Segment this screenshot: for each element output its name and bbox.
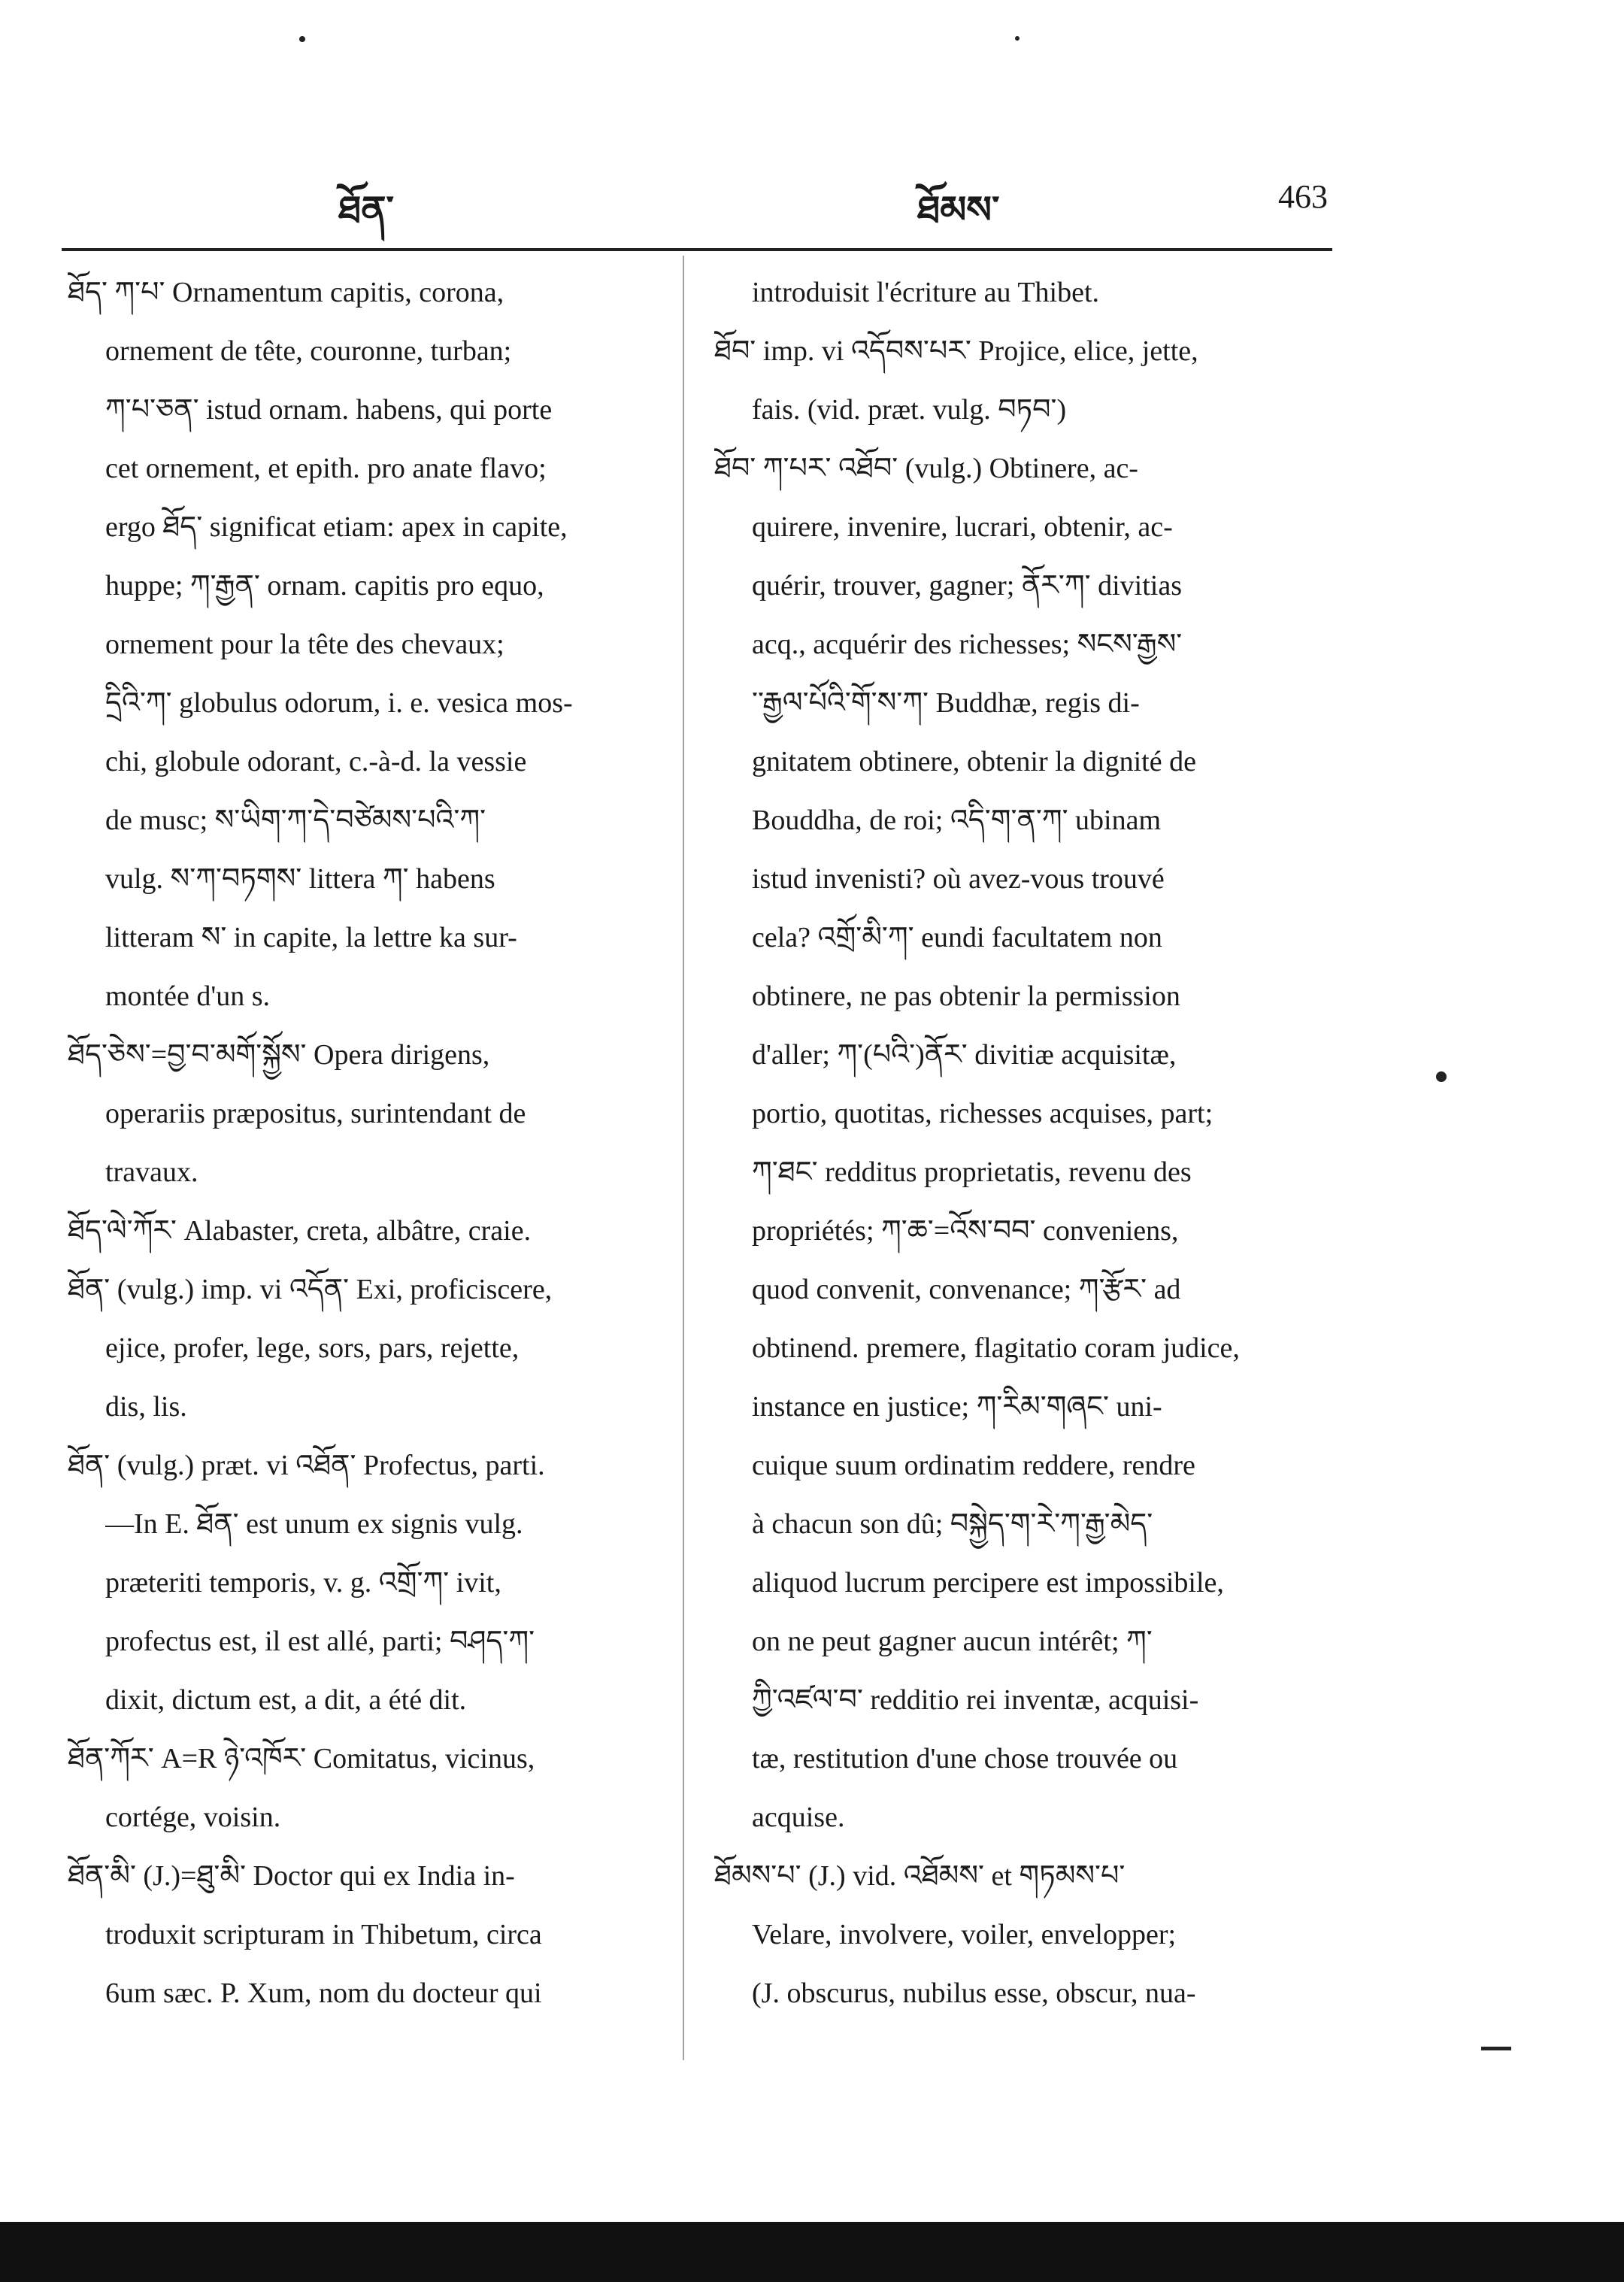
text-line: ornement pour la tête des chevaux; xyxy=(105,629,504,660)
text-line: ཐོམས་པ་ (J.) vid. འཐོམས་ et གཏམས་པ་ xyxy=(714,1860,1126,1892)
text-line: gnitatem obtinere, obtenir la dignité de xyxy=(752,746,1196,777)
scan-bottom-bar xyxy=(0,2222,1624,2282)
text-line: on ne peut gagner aucun intérêt; ཀ་ xyxy=(752,1626,1153,1657)
text-line: ergo ཐོད་ significat etiam: apex in capite, xyxy=(105,511,568,543)
text-line: quod convenit, convenance; ཀ་རྩོར་ ad xyxy=(752,1274,1181,1305)
text-line: ejice, profer, lege, sors, pars, rejette, xyxy=(105,1332,520,1364)
text-line: chi, globule odorant, c.-à-d. la vessie xyxy=(105,746,527,777)
text-line: ཀྱི་འཛལ་བ་ redditio rei inventæ, acquisi- xyxy=(752,1684,1199,1716)
text-line: quérir, trouver, gagner; ནོར་ཀ་ divitias xyxy=(752,570,1182,602)
text-line: Bouddha, de roi; འདི་ག་ན་ཀ་ ubinam xyxy=(752,805,1162,836)
text-line: ornement de tête, couronne, turban; xyxy=(105,335,512,367)
left-headword: ཐོན་ xyxy=(338,188,395,232)
margin-dash xyxy=(1481,2047,1511,2050)
text-line: obtinend. premere, flagitatio coram judice, xyxy=(752,1332,1240,1364)
text-line: profectus est, il est allé, parti; བཤད་ཀ་ xyxy=(105,1626,535,1657)
text-line: cortége, voisin. xyxy=(105,1802,281,1833)
text-line: litteram ས་ in capite, la lettre ka sur- xyxy=(105,922,517,953)
text-line: cet ornement, et epith. pro anate flavo; xyxy=(105,453,547,484)
text-line: cela? འགྲོ་མི་ཀ་ eundi facultatem non xyxy=(752,922,1162,953)
text-line: de musc; ས་ཡིག་ཀ་དེ་བཙེམས་པའི་ཀ་ xyxy=(105,805,486,836)
text-line: acq., acquérir des richesses; སངས་རྒྱས་ xyxy=(752,629,1183,660)
text-line: præteriti temporis, v. g. འགྲོ་ཀ་ ivit, xyxy=(105,1567,501,1599)
text-line: d'aller; ཀ་(པའི་)ནོར་ divitiæ acquisitæ, xyxy=(752,1039,1177,1071)
text-line: montée d'un s. xyxy=(105,980,270,1012)
text-line: huppe; ཀ་རྒྱན་ ornam. capitis pro equo, xyxy=(105,570,544,602)
text-line: (J. obscurus, nubilus esse, obscur, nua- xyxy=(752,1977,1196,2009)
text-line: operariis præpositus, surintendant de xyxy=(105,1098,526,1129)
right-column xyxy=(714,263,1301,2023)
text-line: travaux. xyxy=(105,1156,198,1188)
text-line: Velare, involvere, voiler, envelopper; xyxy=(752,1919,1177,1950)
column-divider xyxy=(683,256,684,2060)
text-line: dis, lis. xyxy=(105,1391,187,1423)
text-line: istud invenisti? où avez-vous trouvé xyxy=(752,863,1165,895)
speck-mark xyxy=(1436,1071,1447,1082)
text-line: ཀ་པ་ཅན་ istud ornam. habens, qui porte xyxy=(105,394,553,426)
text-line: instance en justice; ཀ་རིམ་གཞང་ uni- xyxy=(752,1391,1162,1423)
speck-mark xyxy=(299,36,305,42)
text-line: obtinere, ne pas obtenir la permission xyxy=(752,980,1180,1012)
text-line: introduisit l'écriture au Thibet. xyxy=(752,277,1100,308)
text-line: troduxit scripturam in Thibetum, circa xyxy=(105,1919,542,1950)
text-line: ཐོད་ལེ་ཀོར་ Alabaster, creta, albâtre, craie. xyxy=(68,1215,532,1247)
text-line: ཐོན་ (vulg.) imp. vi འདོན་ Exi, proficiscere, xyxy=(68,1274,553,1305)
text-line: ཐོབ་ imp. vi འདོབས་པར་ Projice, elice, jette, xyxy=(714,335,1198,367)
text-line: acquise. xyxy=(752,1802,845,1833)
left-column xyxy=(68,263,654,2023)
page-number: 463 xyxy=(1278,178,1328,215)
text-line: à chacun son dû; བསྐྱེད་ག་རེ་ཀ་རྒྱ་མེད་ xyxy=(752,1508,1153,1540)
text-line: ཐོན་ཀོར་ A=R ཉེ་འཁོར་ Comitatus, vicinus, xyxy=(68,1743,535,1774)
text-line: portio, quotitas, richesses acquises, part; xyxy=(752,1098,1213,1129)
speck-mark xyxy=(1015,36,1020,41)
right-headword: ཐོམས་ xyxy=(917,188,1000,232)
text-line: 6um sæc. P. Xum, nom du docteur qui xyxy=(105,1977,542,2009)
text-line: ཐོན་ (vulg.) præt. vi འཐོན་ Profectus, parti. xyxy=(68,1450,545,1481)
text-line: ཀ་ཐང་ redditus proprietatis, revenu des xyxy=(752,1156,1192,1188)
text-line: fais. (vid. præt. vulg. བཏབ་) xyxy=(752,394,1067,426)
text-line: vulg. ས་ཀ་བཏགས་ littera ཀ་ habens xyxy=(105,863,495,895)
text-line: aliquod lucrum percipere est impossibile, xyxy=(752,1567,1224,1599)
text-line: dixit, dictum est, a dit, a été dit. xyxy=(105,1684,467,1716)
header-rule xyxy=(62,248,1332,251)
text-line: ཐོད་ཅེས་=བྱ་བ་མགོ་སྐྱོས་ Opera dirigens, xyxy=(68,1039,490,1071)
text-line: tæ, restitution d'une chose trouvée ou xyxy=(752,1743,1178,1774)
text-line: quirere, invenire, lucrari, obtenir, ac- xyxy=(752,511,1173,543)
text-line: དྲིའི་ཀ་ globulus odorum, i. e. vesica mos- xyxy=(105,687,573,719)
page-header xyxy=(60,164,1331,232)
text-line: ཐོན་མི་ (J.)=ཐུ་མི་ Doctor qui ex India in- xyxy=(68,1860,515,1892)
text-line: ་་རྒྱལ་པོའི་གོ་ས་ཀ་ Buddhæ, regis di- xyxy=(752,687,1140,719)
text-line: —In E. ཐོན་ est unum ex signis vulg. xyxy=(105,1508,523,1540)
text-line: ཐོབ་ ཀ་པར་ འཐོབ་ (vulg.) Obtinere, ac- xyxy=(714,453,1138,484)
text-line: propriétés; ཀ་ཆ་=འོས་བབ་ conveniens, xyxy=(752,1215,1179,1247)
text-line: ཐོད་ ཀ་པ་ Ornamentum capitis, corona, xyxy=(68,277,504,308)
text-line: cuique suum ordinatim reddere, rendre xyxy=(752,1450,1195,1481)
